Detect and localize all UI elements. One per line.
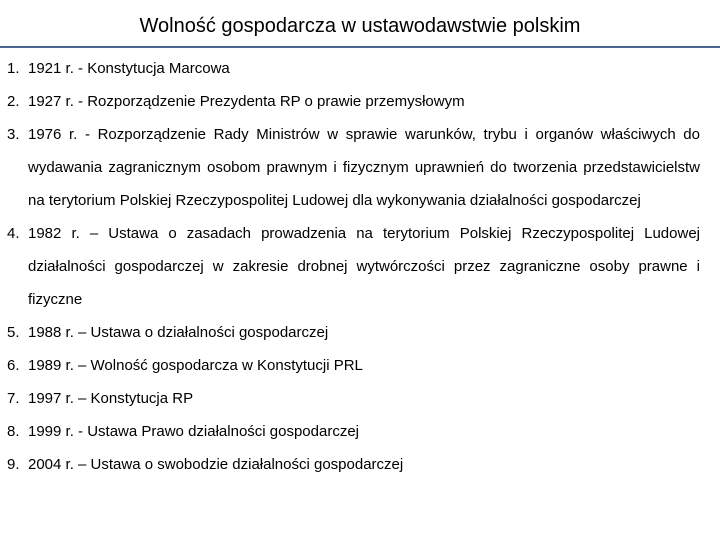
title-divider [0,46,720,48]
legislation-list [0,52,720,481]
list-item [0,415,720,448]
page-title: Wolność gospodarcza w ustawodawstwie polskim [139,15,581,37]
list-item [0,52,720,85]
list-item-number: 8. [7,423,20,440]
list-item-number: 1. [7,60,20,77]
list-item-number: 3. [7,126,20,143]
list-item-text: 1997 r. – Konstytucja RP [28,390,194,407]
list-item-text: 1999 r. - Ustawa Prawo działalności gospodarczej [28,423,360,440]
list-item [0,349,720,382]
list-item-number: 2. [7,93,20,110]
list-item [0,118,720,217]
list-item-text: 1927 r. - Rozporządzenie Prezydenta RP o prawie przemysłowym [28,93,465,110]
list-item-text: 1989 r. – Wolność gospodarcza w Konstytucji PRL [28,357,363,374]
list-item [0,448,720,481]
list-item-number: 5. [7,324,20,341]
list-item-number: 4. [7,225,20,242]
list-item [0,85,720,118]
list-item-number: 7. [7,390,20,407]
list-item [0,316,720,349]
list-item-text: 2004 r. – Ustawa o swobodzie działalności gospodarczej [28,456,404,473]
list-item-number: 9. [7,456,20,473]
list-item-text: 1982 r. – Ustawa o zasadach prowadzenia na terytorium Polskiej Rzeczypospolitej Ludowej działalności gospodarczej w zakresie drobnej wytwórczości przez zagraniczne osoby prawne i fizyczne [28,225,700,308]
list-item-number: 6. [7,357,20,374]
list-item-text: 1976 r. - Rozporządzenie Rady Ministrów w sprawie warunków, trybu i organów właściwych do wydawania zagranicznym osobom prawnym i fizycznym uprawnień do tworzenia przedstawicielstw na terytorium Polskiej Rzeczypospolitej Ludowej dla wykonywania działalności gospodarczej [28,126,700,209]
list-item-text: 1988 r. – Ustawa o działalności gospodarczej [28,324,329,341]
list-item [0,217,720,316]
list-item [0,382,720,415]
list-item-text: 1921 r. - Konstytucja Marcowa [28,60,230,77]
